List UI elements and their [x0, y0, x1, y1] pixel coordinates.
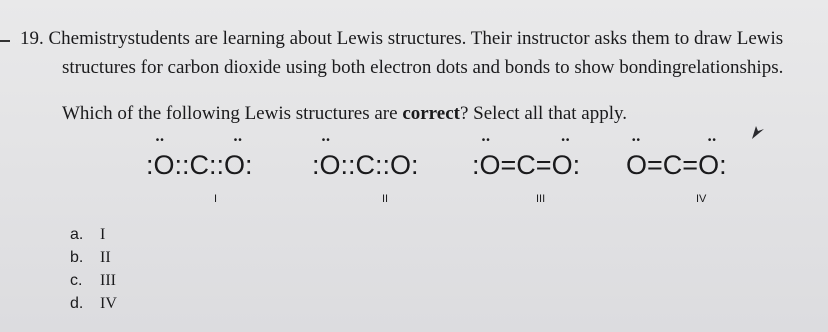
structure-segment: ::C::O: [340, 150, 419, 180]
question-line-1 [20, 28, 783, 50]
structure-numeral-2: II [382, 193, 389, 205]
answer-option[interactable] [70, 272, 116, 290]
option-letter: b. [70, 249, 84, 266]
structure-numeral-3: III [536, 193, 546, 205]
margin-mark [0, 40, 10, 42]
lewis-structure-3 [472, 150, 580, 181]
answer-option[interactable] [70, 249, 111, 267]
structure-segment: •• O: [552, 150, 581, 181]
prompt-suffix: ? Select all that apply. [459, 103, 628, 124]
lewis-structure-4 [626, 150, 727, 181]
structure-numeral-1: I [214, 193, 218, 205]
structure-segment: •• :O [472, 150, 501, 181]
structure-numeral-4: IV [696, 193, 707, 205]
prompt-emphasis: correct [402, 103, 460, 124]
structure-segment: =C= [500, 150, 552, 180]
option-value: IV [100, 295, 117, 312]
question-prompt [62, 103, 627, 125]
mouse-cursor-icon [750, 125, 766, 141]
lewis-structure-2 [312, 150, 419, 181]
structure-segment: •• O [626, 150, 647, 181]
structure-segment: ::C:: [174, 150, 225, 180]
structure-segment: •• O: [698, 150, 727, 181]
question-number: 19. [20, 28, 44, 49]
structure-segment: •• O: [224, 150, 253, 181]
structure-segment: •• :O [312, 150, 341, 181]
answer-option[interactable] [70, 295, 117, 313]
structure-segment: =C= [647, 150, 699, 180]
option-letter: c. [70, 272, 83, 289]
question-text-1: Chemistrystudents are learning about Lewis structures. Their instructor asks them to draw Lewis [48, 28, 784, 49]
structure-segment: •• :O [146, 150, 175, 181]
option-value: II [100, 249, 111, 266]
prompt-prefix: Which of the following Lewis structures are [62, 103, 403, 124]
question-line-2: structures for carbon dioxide using both electron dots and bonds to show bondingrelationships. [62, 57, 784, 78]
option-value: III [100, 272, 116, 289]
option-letter: d. [70, 295, 84, 312]
lewis-structure-1 [146, 150, 253, 181]
answer-option[interactable] [70, 226, 105, 244]
option-value: I [100, 226, 106, 243]
option-letter: a. [70, 226, 84, 243]
